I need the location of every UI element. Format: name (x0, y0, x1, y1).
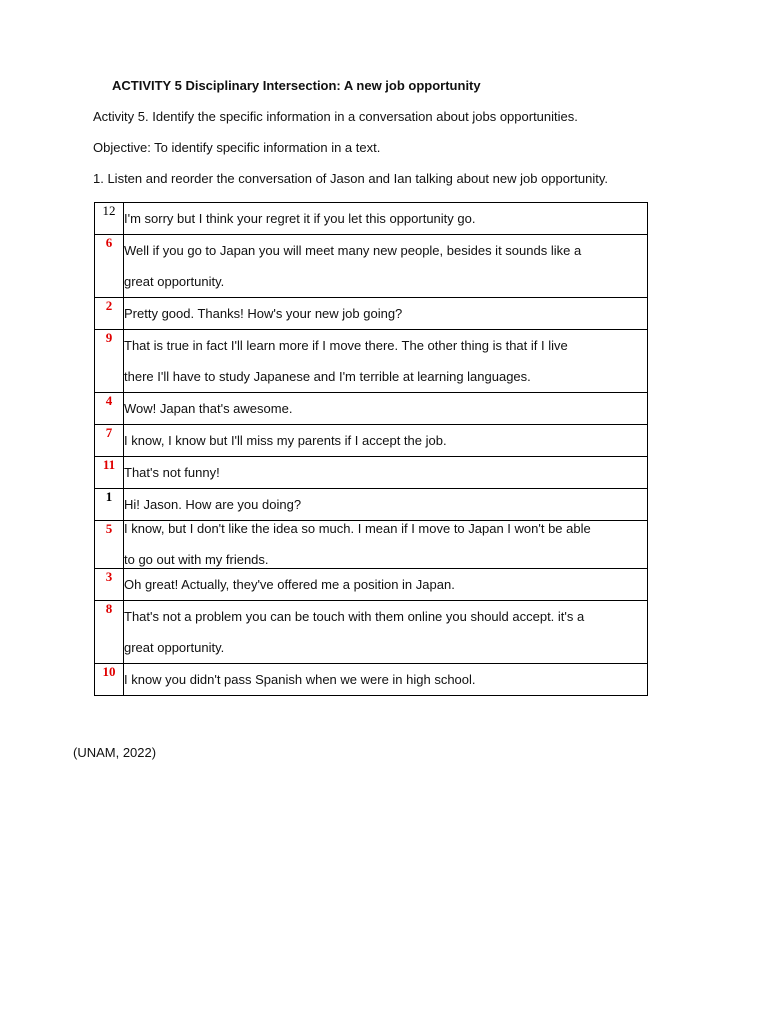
dialogue-text: great opportunity. (124, 640, 225, 655)
order-number: 1 (95, 489, 124, 521)
table-row (95, 664, 648, 696)
citation: (UNAM, 2022) (73, 745, 157, 760)
dialogue-text: great opportunity. (124, 274, 225, 289)
order-number: 10 (95, 664, 124, 696)
dialogue-text: That is true in fact I'll learn more if I move there. The other thing is that if I live (124, 338, 568, 353)
table-row (95, 569, 648, 601)
dialogue-text: I know you didn't pass Spanish when we were in high school. (124, 672, 476, 687)
order-number: 7 (95, 425, 124, 457)
order-number: 12 (95, 203, 124, 235)
dialogue-line (124, 457, 648, 489)
instruction-text: 1. Listen and reorder the conversation of Jason and Ian talking about new job opportunity. (93, 171, 609, 186)
table-row (95, 601, 648, 664)
table-row (95, 298, 648, 330)
dialogue-text: Well if you go to Japan you will meet many new people, besides it sounds like a (124, 243, 582, 258)
order-number: 8 (95, 601, 124, 664)
dialogue-line (124, 664, 648, 696)
dialogue-text: I know, but I don't like the idea so much. I mean if I move to Japan I won't be able (124, 521, 591, 536)
dialogue-text: Pretty good. Thanks! How's your new job going? (124, 306, 403, 321)
conversation-table-body (95, 203, 648, 696)
order-number: 4 (95, 393, 124, 425)
activity-description: Activity 5. Identify the specific information in a conversation about jobs opportunities. (93, 109, 578, 124)
table-row (95, 393, 648, 425)
dialogue-line (124, 489, 648, 521)
table-row (95, 235, 648, 298)
table-row (95, 425, 648, 457)
dialogue-text: Hi! Jason. How are you doing? (124, 497, 302, 512)
objective-text: Objective: To identify specific information in a text. (93, 140, 381, 155)
dialogue-text: to go out with my friends. (124, 552, 269, 567)
dialogue-line (124, 393, 648, 425)
table-row (95, 330, 648, 393)
table-row (95, 457, 648, 489)
dialogue-line (124, 330, 648, 393)
table-row (95, 489, 648, 521)
dialogue-line (124, 601, 648, 664)
table-row (95, 203, 648, 235)
dialogue-line (124, 569, 648, 601)
dialogue-text: Wow! Japan that's awesome. (124, 401, 293, 416)
dialogue-text: there I'll have to study Japanese and I'm terrible at learning languages. (124, 369, 531, 384)
order-number: 6 (95, 235, 124, 298)
dialogue-line (124, 235, 648, 298)
activity-title: ACTIVITY 5 Disciplinary Intersection: A new job opportunity (112, 78, 481, 93)
order-number: 3 (95, 569, 124, 601)
dialogue-text: I'm sorry but I think your regret it if you let this opportunity go. (124, 211, 476, 226)
dialogue-line (124, 425, 648, 457)
dialogue-text: Oh great! Actually, they've offered me a position in Japan. (124, 577, 455, 592)
dialogue-text: I know, I know but I'll miss my parents if I accept the job. (124, 433, 447, 448)
conversation-table (94, 202, 648, 696)
dialogue-line (124, 521, 648, 569)
order-number: 9 (95, 330, 124, 393)
order-number: 5 (95, 521, 124, 569)
order-number: 2 (95, 298, 124, 330)
dialogue-line (124, 298, 648, 330)
dialogue-text: That's not funny! (124, 465, 220, 480)
order-number: 11 (95, 457, 124, 489)
dialogue-text: That's not a problem you can be touch with them online you should accept. it's a (124, 609, 585, 624)
dialogue-line (124, 203, 648, 235)
table-row (95, 521, 648, 569)
